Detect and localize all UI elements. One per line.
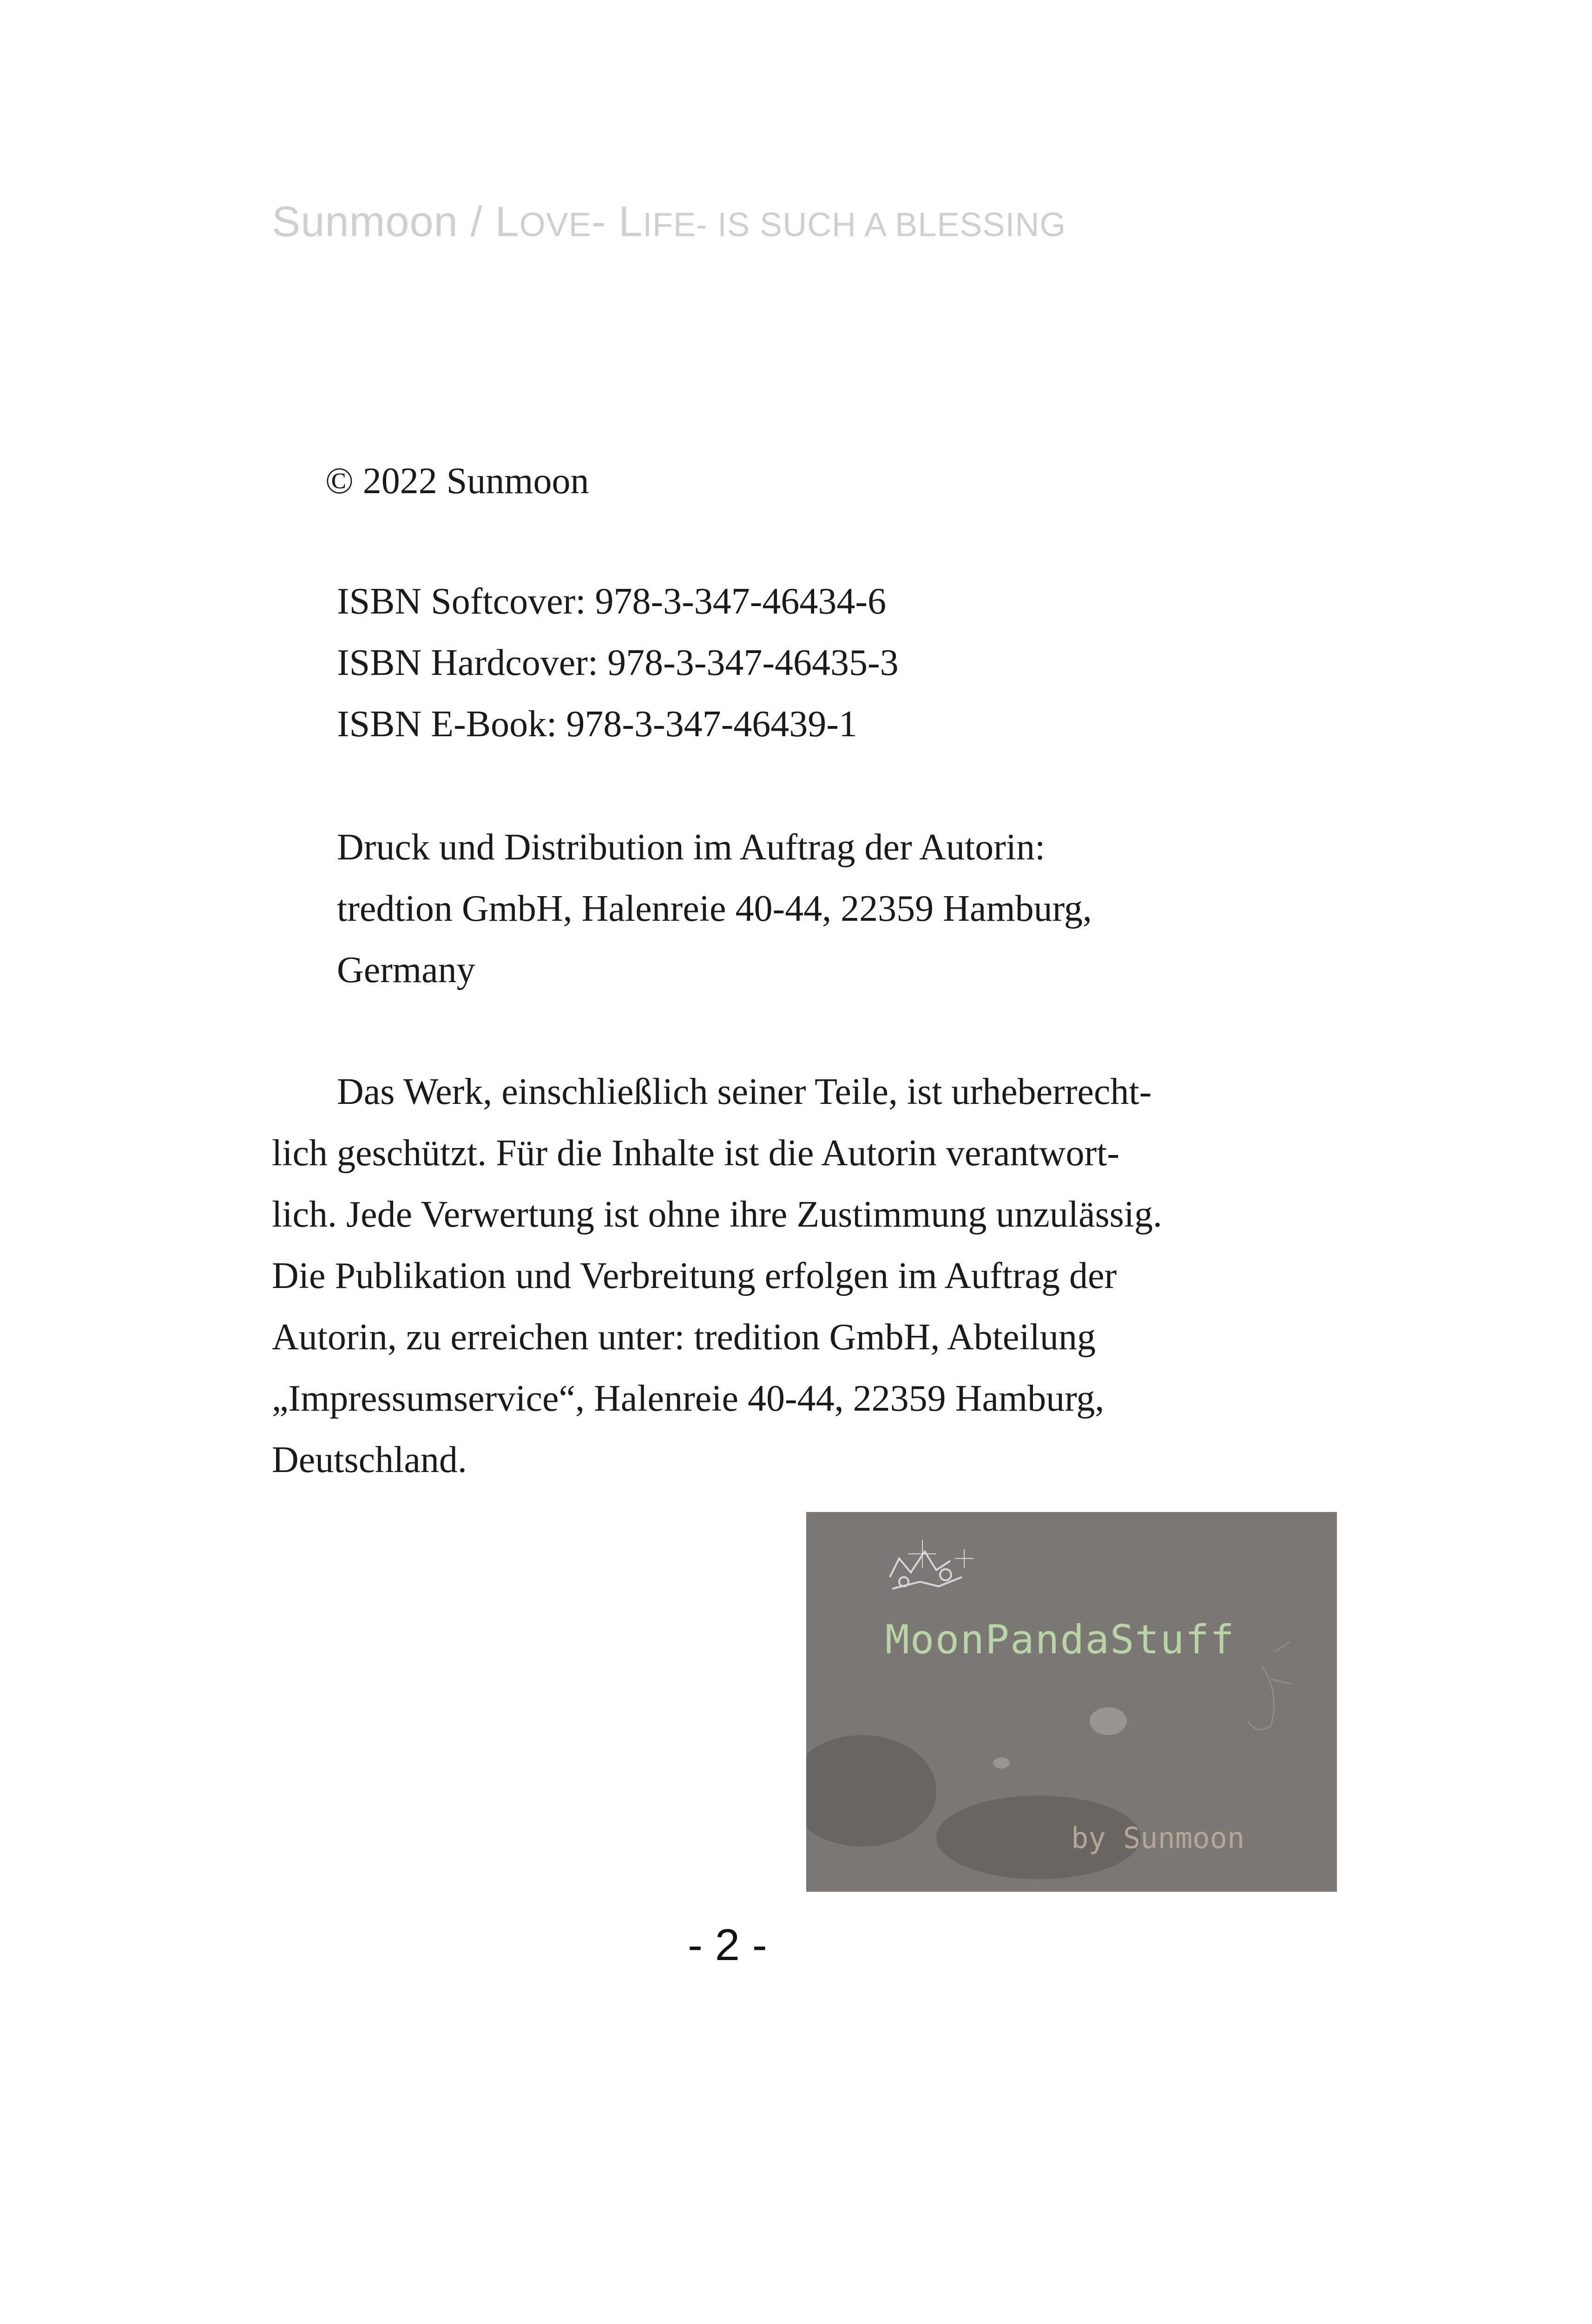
page-number: - 2 - bbox=[688, 1920, 767, 1970]
logo-title: MoonPandaStuff bbox=[885, 1617, 1235, 1663]
header-title-l: L bbox=[495, 198, 520, 245]
copyright-line: © 2022 Sunmoon bbox=[325, 461, 589, 502]
legal-line: „Impressumservice“, Halenreie 40-44, 22359 Hamburg, bbox=[272, 1378, 1105, 1419]
legal-line: Autorin, zu erreichen unter: tredition GmbH, Abteilung bbox=[272, 1317, 1096, 1358]
isbn-list bbox=[337, 571, 899, 755]
panda-sketch-icon bbox=[890, 1540, 974, 1589]
legal-line: Das Werk, einschließlich seiner Teile, ist urheberrecht- bbox=[337, 1071, 1152, 1112]
print-line: Germany bbox=[337, 950, 475, 990]
legal-notice bbox=[272, 1061, 1162, 1491]
isbn-softcover: ISBN Softcover: 978-3-347-46434-6 bbox=[337, 581, 887, 622]
running-header bbox=[272, 198, 1066, 246]
print-line: tredtion GmbH, Halenreie 40-44, 22359 Hamburg, bbox=[337, 888, 1092, 929]
header-title-l2: L bbox=[618, 198, 643, 245]
shadow-texture bbox=[806, 1735, 1141, 1879]
header-title-rest: - IS SUCH A BLESSING bbox=[696, 206, 1066, 244]
legal-line: Die Publikation und Verbreitung erfolgen im Auftrag der bbox=[272, 1255, 1117, 1296]
header-title-ove: OVE bbox=[519, 206, 592, 244]
logo-byline: by Sunmoon bbox=[1071, 1821, 1245, 1855]
moon-sketch-icon bbox=[993, 1707, 1127, 1769]
print-line: Druck und Distribution im Auftrag der Autorin: bbox=[337, 827, 1046, 868]
isbn-hardcover: ISBN Hardcover: 978-3-347-46435-3 bbox=[337, 642, 899, 683]
legal-line: Deutschland. bbox=[272, 1439, 467, 1480]
header-title-ife: IFE bbox=[643, 206, 697, 244]
print-distribution-block bbox=[337, 817, 1092, 1001]
header-separator: / bbox=[458, 198, 495, 245]
header-title-dash: - bbox=[591, 198, 618, 245]
legal-line: lich. Jede Verwertung ist ohne ihre Zustimmung unzulässig. bbox=[272, 1194, 1162, 1235]
hand-sketch-icon bbox=[1248, 1642, 1292, 1730]
header-author: Sunmoon bbox=[272, 198, 458, 245]
legal-line: lich geschützt. Für die Inhalte ist die Autorin verantwort- bbox=[272, 1133, 1119, 1174]
isbn-ebook: ISBN E-Book: 978-3-347-46439-1 bbox=[337, 704, 857, 745]
moonpandastuff-logo bbox=[806, 1512, 1337, 1892]
